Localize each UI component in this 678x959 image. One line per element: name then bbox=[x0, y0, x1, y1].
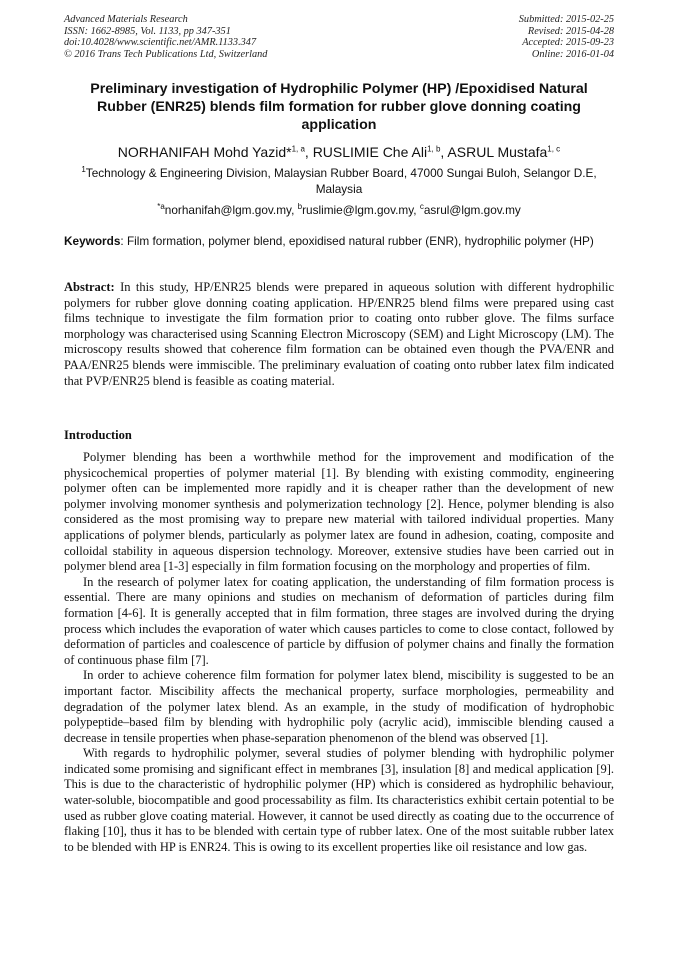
journal-copyright: © 2016 Trans Tech Publications Ltd, Switzerland bbox=[64, 48, 268, 60]
author-affiliation-marker: 1, a bbox=[291, 144, 305, 154]
affiliation-marker: 1 bbox=[81, 165, 86, 175]
affiliation-text: Technology & Engineering Division, Malaysian Rubber Board, 47000 Sungai Buloh, Selangor D.E, Malaysia bbox=[85, 166, 597, 196]
body-paragraph: In the research of polymer latex for coating application, the understanding of film formation process is essential. There are many opinions and studies on mechanism of deformation of particles during film formation [4-6]. It is generally accepted that in film formation, three stages are involved during the drying process which includes the evaporation of water which causes particles to come to close contact, followed by deformation of particles and coalescence of particle by diffusion of polymer chains and finally the formation of continuous phase film [7]. bbox=[64, 574, 614, 667]
journal-name: Advanced Materials Research bbox=[64, 14, 188, 25]
introduction-heading: Introduction bbox=[64, 428, 132, 442]
author-list: NORHANIFAH Mohd Yazid*$^{1, a}$, RUSLIMIE Che Ali$^{1, b}$, ASRUL Mustafa$^{1, c}$ bbox=[117, 144, 561, 160]
introduction-body bbox=[64, 450, 614, 855]
abstract-text: In this study, HP/ENR25 blends were prepared in aqueous solution with different hydrophilic polymers for rubber glove donning coating application. HP/ENR25 blend films were prepared using cast films technique to investigate the film formation prior to coating onto rubber glove. The films surface morphology was characterised using Scanning Electron Microscopy (SEM) and Light Microscopy (LM). The microscopy results showed that coherence film formation can be obtained even though the PVA/ENR and PAA/ENR25 blends were immiscible. The preliminary evaluation of coating onto rubber latex film indicated that PVP/ENR25 blend is feasible as coating material. bbox=[64, 280, 615, 388]
date-online: Online: 2016-01-04 bbox=[531, 48, 614, 60]
author-name: RUSLIMIE Che Ali bbox=[312, 144, 428, 160]
email-marker: *a bbox=[157, 202, 165, 212]
email-address[interactable]: norhanifah@lgm.gov.my bbox=[164, 203, 292, 217]
keywords: Keywords: Film formation, polymer blend, epoxidised natural rubber (ENR), hydrophilic polymer (HP) bbox=[64, 234, 594, 248]
email-address[interactable]: ruslimie@lgm.gov.my bbox=[302, 203, 414, 217]
body-paragraph: Polymer blending has been a worthwhile method for the improvement and modification of the physicochemical properties of polymer material [1]. By blending with existing commodity, engineering polymer often can be implemented more rapidly and it is cheaper rather than the development of new polymer involving monomer synthesis and polymerization technology [2]. Hence, polymer blending is also considered as the most promising way to prepare new material with tailored individual properties. Many applications of polymer blends, particularly as polymer latex are found in adhesion, coating, composite and colloidal stability in aqueous dispersion technology. Moreover, extensive studies have been carried out in polymer blend area [1-3] especially in film formation focusing on the morphology and properties of film. bbox=[64, 450, 614, 574]
email-marker: c bbox=[419, 202, 424, 212]
publication-dates bbox=[519, 14, 614, 60]
body-paragraph: In order to achieve coherence film formation for polymer latex blend, miscibility is suggested to be an important factor. Miscibility affects the mechanical property, surface morphologies, permeability and degradation of the polymer latex blend. As an example, in the study of modification of hydrophobic polypeptide–based film by blending with hydrophilic poly (acrylic acid), immiscible blending caused a decrease in tensile properties when phase-separation phenomenon of the blend was observed [1]. bbox=[64, 668, 614, 745]
abstract-label: Abstract: bbox=[64, 280, 115, 294]
keywords-label: Keywords bbox=[64, 234, 121, 248]
journal-issn: ISSN: 1662-8985, Vol. 1133, pp 347-351 bbox=[64, 25, 231, 37]
body-paragraph: With regards to hydrophilic polymer, several studies of polymer blending with hydrophilic polymer indicated some promising and significant effect in membranes [3], insulation [8] and medical application [9]. This is due to the characteristic of hydrophilic polymer (HP) which is considered as hydrophilic behaviour, water-soluble, biocompatible and good processability as film. Its characteristics exhibit certain potential to be used as rubber glove coating material. However, it cannot be used directly as coating due to the occurrence of flaking [10], thus it has to be blended with certain type of rubber latex. One of the most suitable rubber latex to be blended with HP is ENR24. This is owing to its excellent properties like oil resistance and low gas. bbox=[64, 746, 614, 854]
paper-title: Preliminary investigation of Hydrophilic Polymer (HP) /Epoxidised Natural Rubber (ENR25) blends film formation for rubber glove donning coating application bbox=[90, 81, 588, 133]
author-emails: $^{*a}$norhanifah@lgm.gov.my, $^b$ruslimie@lgm.gov.my, $^c$asrul@lgm.gov.my bbox=[157, 202, 521, 217]
journal-doi: doi:10.4028/www.scientific.net/AMR.1133.347 bbox=[64, 37, 257, 48]
email-marker: b bbox=[297, 202, 303, 212]
email-address[interactable]: asrul@lgm.gov.my bbox=[423, 203, 521, 217]
author-name: ASRUL Mustafa bbox=[447, 144, 548, 160]
abstract bbox=[64, 280, 614, 389]
affiliation bbox=[64, 166, 614, 197]
date-submitted: Submitted: 2015-02-25 bbox=[518, 14, 614, 25]
date-revised: Revised: 2015-04-28 bbox=[527, 25, 614, 37]
date-accepted: Accepted: 2015-09-23 bbox=[522, 37, 614, 48]
author-name: NORHANIFAH Mohd Yazid* bbox=[117, 144, 292, 160]
author-affiliation-marker: 1, b bbox=[427, 144, 441, 154]
keywords-text: Film formation, polymer blend, epoxidised natural rubber (ENR), hydrophilic polymer (HP) bbox=[126, 234, 594, 248]
author-affiliation-marker: 1, c bbox=[547, 144, 561, 154]
journal-info bbox=[64, 14, 267, 60]
